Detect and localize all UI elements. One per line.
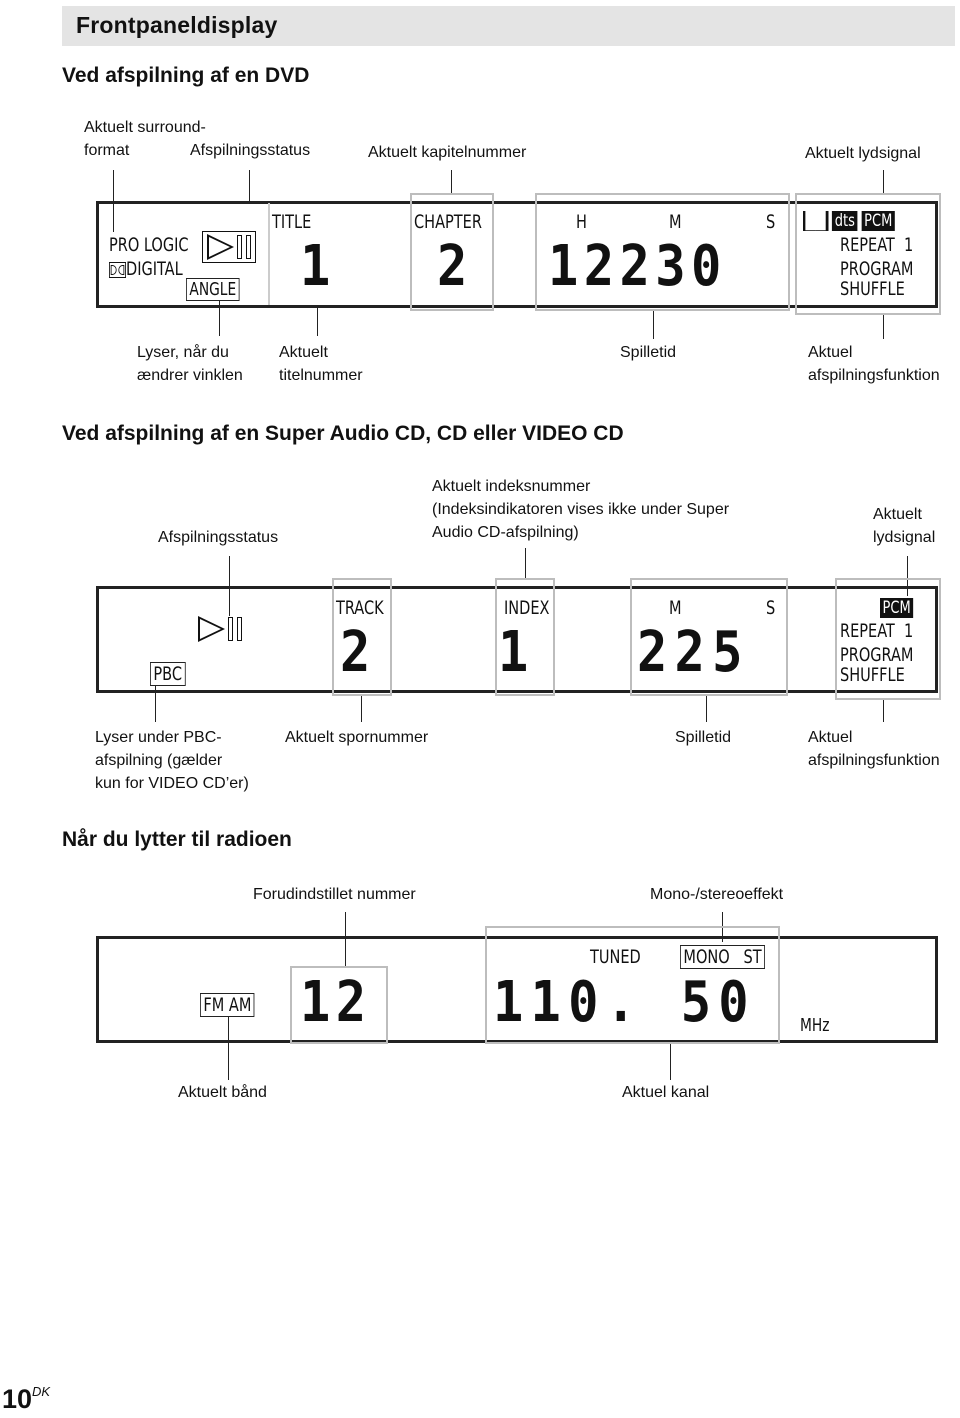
band-indicator: FM AM: [200, 993, 255, 1017]
label-angle-1: Lyser, når du: [137, 344, 229, 361]
program-indicator: PROGRAM: [840, 258, 914, 280]
dolby-digital-indicator: [109, 258, 183, 280]
track-label: TRACK: [336, 597, 384, 619]
play-icon: [198, 616, 224, 642]
label-cd-audio-2: lydsignal: [873, 529, 936, 546]
label-index-2: (Indeksindikatoren vises ikke under Super: [432, 501, 730, 518]
play-icon: [207, 234, 233, 260]
play-pause-indicator: [202, 231, 256, 263]
label-cd-playtime: Spilletid: [675, 729, 732, 746]
audio-format-indicators: [803, 211, 895, 231]
label-playback-status: Afspilningsstatus: [190, 142, 311, 159]
label-cd-mode-1: Aktuel: [808, 729, 853, 746]
chapter-label: CHAPTER: [414, 211, 482, 233]
seconds-label: S: [766, 211, 776, 233]
pbc-indicator: PBC: [150, 662, 185, 686]
cd-seconds-label: S: [766, 597, 776, 619]
pro-logic-indicator: PRO LOGIC: [109, 234, 189, 256]
index-label: INDEX: [504, 597, 550, 619]
cd-minutes-label: M: [669, 597, 682, 619]
label-chapter-number: Aktuelt kapitelnummer: [368, 144, 527, 161]
label-title-1: Aktuelt: [279, 344, 328, 361]
tuned-indicator: TUNED: [590, 946, 641, 968]
label-playtime: Spilletid: [620, 344, 677, 361]
dvd-section-title: Ved afspilning af en DVD: [62, 64, 310, 87]
leader-line: [706, 696, 707, 722]
cd-section-title: Ved afspilning af en Super Audio CD, CD eller VIDEO CD: [62, 422, 624, 445]
cd-play-pause-indicator: [198, 616, 242, 642]
label-mode-1: Aktuel: [808, 344, 853, 361]
leader-line: [883, 170, 884, 194]
label-cd-status: Afspilningsstatus: [158, 529, 279, 546]
hours-label: H: [576, 211, 587, 233]
label-index-1: Aktuelt indeksnummer: [432, 478, 591, 495]
pause-icon: [246, 235, 251, 259]
leader-line: [883, 700, 884, 722]
dolby-icon: [109, 262, 126, 278]
label-surround-format-2: format: [84, 142, 130, 159]
stereo-label: ST: [743, 946, 762, 968]
index-number: 1: [498, 620, 529, 685]
leader-line: [451, 170, 452, 194]
cd-repeat-indicator: REPEAT 1: [840, 620, 914, 642]
leader-line: [219, 300, 220, 336]
leader-line: [670, 1044, 671, 1080]
label-cd-mode-2: afspilningsfunktion: [808, 752, 940, 769]
divider: [268, 203, 270, 305]
label-band: Aktuelt bånd: [178, 1084, 267, 1101]
leader-line: [525, 548, 526, 578]
label-angle-2: ændrer vinklen: [137, 367, 243, 384]
frequency-unit: MHz: [800, 1015, 830, 1036]
digital-label: DIGITAL: [126, 258, 183, 280]
leader-line: [883, 315, 884, 339]
page-suffix: DK: [32, 1384, 51, 1399]
leader-line: [155, 686, 156, 722]
label-pbc-2: afspilning (gælder: [95, 752, 223, 769]
pause-icon: [237, 235, 242, 259]
label-pbc-1: Lyser under PBC-: [95, 729, 222, 746]
label-preset-number: Forudindstillet nummer: [253, 886, 416, 903]
preset-number: 12: [300, 970, 372, 1035]
leader-line: [317, 308, 318, 336]
label-mono-stereo: Mono-/stereoeffekt: [650, 886, 784, 903]
label-track-number: Aktuelt spornummer: [285, 729, 429, 746]
label-pbc-3: kun for VIDEO CD’er): [95, 775, 249, 792]
frequency: 110. 50: [493, 970, 756, 1035]
leader-line: [653, 311, 654, 339]
leader-line: [361, 696, 362, 722]
mono-label: MONO: [683, 946, 730, 968]
chapter-number: 2: [437, 234, 468, 299]
title-label: TITLE: [272, 211, 312, 233]
pcm-indicator: PCM: [862, 211, 895, 231]
cd-elapsed-time: 225: [637, 620, 750, 685]
repeat-indicator: REPEAT 1: [840, 234, 914, 256]
leader-line: [228, 1016, 229, 1080]
page-title: Frontpaneldisplay: [76, 12, 278, 38]
elapsed-time: 12230: [548, 234, 727, 299]
radio-section-title: Når du lytter til radioen: [62, 828, 292, 851]
dolby-icon: ██: [803, 211, 828, 231]
pause-icon: [228, 617, 233, 641]
label-title-2: titelnummer: [279, 367, 363, 384]
mono-stereo-indicator: [680, 945, 765, 969]
title-number: 1: [300, 234, 331, 299]
label-audio-signal: Aktuelt lydsignal: [805, 145, 921, 162]
track-number: 2: [340, 620, 371, 685]
label-surround-format-1: Aktuelt surround-: [84, 119, 206, 136]
minutes-label: M: [669, 211, 682, 233]
cd-program-indicator: PROGRAM: [840, 644, 914, 666]
label-mode-2: afspilningsfunktion: [808, 367, 940, 384]
dts-indicator: dts: [832, 211, 857, 231]
page-number: $10^{DK}$: [2, 1384, 51, 1414]
cd-pcm-indicator: PCM: [880, 598, 913, 618]
angle-indicator: ANGLE: [186, 278, 240, 301]
label-cd-audio-1: Aktuelt: [873, 506, 922, 523]
cd-shuffle-indicator: SHUFFLE: [840, 664, 905, 686]
label-index-3: Audio CD-afspilning): [432, 524, 579, 541]
pause-icon: [237, 617, 242, 641]
label-channel: Aktuel kanal: [622, 1084, 710, 1101]
shuffle-indicator: SHUFFLE: [840, 278, 905, 300]
leader-line: [249, 170, 250, 202]
